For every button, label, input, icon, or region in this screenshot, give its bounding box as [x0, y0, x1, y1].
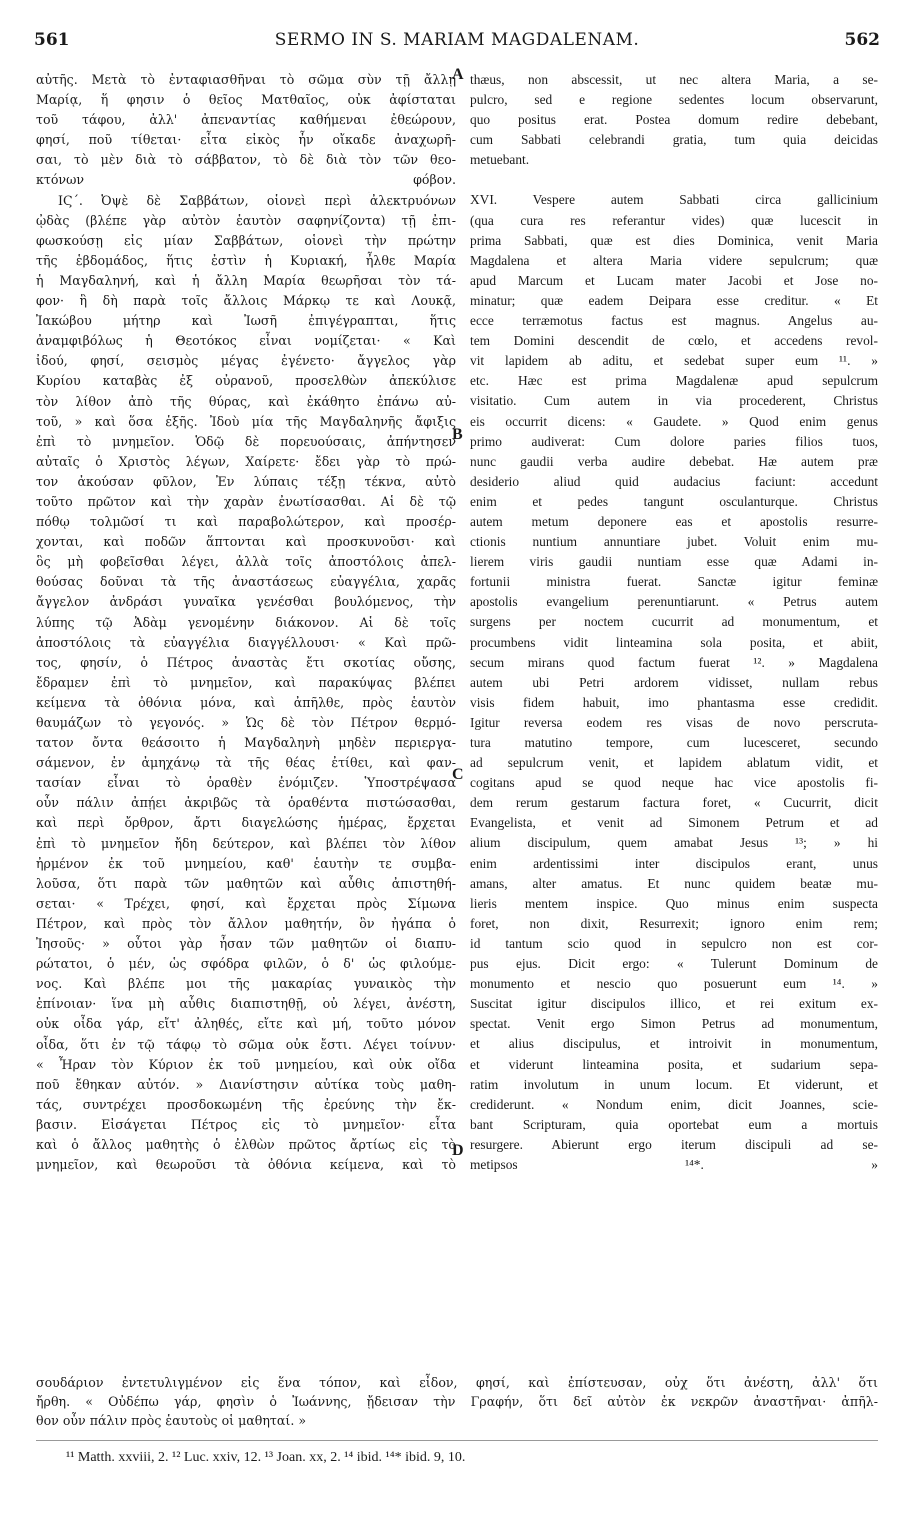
text-line: φησί, ποῦ τίθεται· εἶτα εἰκὸς ἦν οἴκαδε ἀναχωρῆ-	[36, 132, 456, 148]
text-line: αὐτῆς. Μετὰ τὸ ἐνταφιασθῆναι τὸ σῶμα σὺν τῇ ἄλλῃ	[36, 72, 456, 87]
text-line: θον οὖν πάλιν πρὸς ἑαυτοὺς οἱ μαθηταί. »	[36, 1413, 307, 1428]
text-line: ἐπίνοιαν· ἵνα μὴ αὖθις διαπιστηθῇ, οὐ λέγει, ἀνέστη,	[36, 996, 456, 1012]
text-line: Κυρίου καταβὰς ἐξ οὐρανοῦ, προσελθὼν ἀπεκύλισε	[36, 373, 456, 389]
text-line: fortunii ministra fuerat. Sanctæ igitur feminæ	[470, 574, 878, 590]
text-line: XVI. Vespere autem Sabbati circa gallicinium	[470, 192, 878, 208]
text-line: apud Marcum et Lucam mater Jacobi et Jose no-	[470, 272, 878, 288]
text-line: ὃς μὴ φοβεῖσθαι λέγει, ἀλλὰ τοῖς ἀποστόλοις ἀπελ-	[36, 554, 456, 570]
bottom-greek-text	[36, 1373, 878, 1430]
text-line: « Ἦραν τὸν Κύριον ἐκ τοῦ μνημείου, καὶ οὐκ οἴδα	[36, 1056, 456, 1072]
text-line: amans, alter amatus. Et nunc quidem beatæ mu-	[470, 875, 878, 891]
page-header	[34, 30, 880, 54]
text-line: Magdalena et altera Maria videre sepulcrum; quæ	[470, 252, 878, 268]
text-line: ἔδραμεν ἐπὶ τὸ μνημεῖον, καὶ παρακύψας βλέπει	[36, 674, 456, 690]
text-line: pulcro, sed e regione sedentes locum observarunt,	[470, 92, 878, 108]
text-line: enim et pedes tangunt osculanturque. Christus	[470, 493, 878, 509]
text-line: ἀποστόλοις τὰ εὐαγγέλια διαγγέλλουσι· « Καὶ πρῶ-	[36, 634, 456, 650]
text-line: τοῦ, » καὶ ὅσα ἑξῆς. Ἰδοὺ μία τῆς Μαγδαληνῆς ἄφιξις	[36, 413, 456, 429]
margin-letter-a: A	[452, 66, 464, 83]
text-line: ποῦ ἔθηκαν αὐτόν. » Διανίστησιν αὐτίκα τοὺς μαθη-	[36, 1076, 456, 1092]
text-line: Igitur reversa eodem res visas de novo perscruta-	[470, 714, 878, 730]
text-line: visitatio. Cum autem in via procederent, Christus	[470, 393, 878, 409]
text-line: Suscitat igitur discipulos illico, et rei exitum ex-	[470, 996, 878, 1012]
text-line: ratim involutum in unum locum. Et viderunt, et	[470, 1076, 878, 1092]
text-line: Ἰησοῦς· » οὗτοι γὰρ ἦσαν τῶν μαθητῶν οἱ διαπυ-	[36, 936, 456, 952]
text-line: alium discipulum, quem amabat Jesus ¹³; » hi	[470, 835, 878, 851]
text-line: ἰδού, φησί, σεισμὸς μέγας ἐγένετο· ἄγγελος γὰρ	[36, 353, 456, 369]
text-line: τασίαν εἶναι τὸ ὁραθὲν ἐνόμιζεν. Ὑποστρέψασα	[36, 775, 456, 791]
text-line: id tantum scio quod in sepulcro non est cor-	[470, 935, 878, 951]
text-line: autem ubi Petri ardorem vidisset, nullam rebus	[470, 674, 878, 690]
greek-paragraph-2	[36, 191, 456, 1176]
text-line: vit lapidem ab aditu, et sedebat super eum ¹¹. »	[470, 353, 878, 369]
text-line: tem Domini descendit de cœlo, et accedens revol-	[470, 333, 878, 349]
text-line: ecce terræmotus factus est magnus. Angelus au-	[470, 313, 878, 329]
left-page-number: 561	[34, 30, 70, 50]
text-line: ἤρθη. « Οὐδέπω γάρ, φησὶν ὁ Ἰωάννης, ᾔδεισαν τὴν Γραφήν, ὅτι δεῖ αὐτὸν ἐκ νεκρῶν ἀναστῆναι· ἀπῆλ-	[36, 1394, 878, 1409]
text-line: Ἰακώβου μήτηρ καὶ Ἰωσῆ ἐπιγέγραπται, ἥτις	[36, 313, 456, 329]
text-line: οἶδα, ὅτι ἐν τῷ τάφῳ τὸ σῶμα οὐκ ἔστι. Λέγει τοίνυν·	[36, 1036, 456, 1052]
margin-letter-c: C	[452, 766, 464, 783]
latin-column	[470, 70, 878, 1175]
margin-letter-b: B	[452, 426, 463, 443]
text-line: monumento et nescio quo posuerunt eum ¹⁴. »	[470, 976, 878, 992]
text-line: dem rerum gestarum factura foret, « Cucurrit, dicit	[470, 795, 878, 811]
text-line: cum Sabbati celebrandi gratia, tum quia deicidas	[470, 132, 878, 148]
text-line: οὐκ οἶδα γάρ, εἴτ' ἀληθές, εἴτε καὶ μή, τοῦτο μόνον	[36, 1016, 456, 1032]
text-line: procumbens vidit linteamina sola posita, et abiit,	[470, 634, 878, 650]
text-line: ἐπὶ τὸ μνημεῖον. Ὁδῷ δὲ πορευούσαις, ἀπήντησεν	[36, 433, 456, 449]
text-line: primo audiverat: Cum dolore paries filios tuos,	[470, 433, 878, 449]
text-line: Πέτρον, καὶ πρὸς τὸν ἄλλον μαθητήν, ὃν ἠγάπα ὁ	[36, 915, 456, 931]
latin-paragraph-1	[470, 70, 878, 170]
text-line: (qua cura res referantur vides) quæ lucescit in	[470, 212, 878, 228]
text-line: enim ardentissimi inter discipulos erant, unus	[470, 855, 878, 871]
footnotes: ¹¹ Matth. xxviii, 2. ¹² Luc. xxiv, 12. ¹³ Joan. xx, 2. ¹⁴ ibid. ¹⁴* ibid. 9, 10.	[66, 1450, 466, 1465]
text-line: ad sepulcrum venit, et lapidem ablatum vidit, et	[470, 755, 878, 771]
text-line: κτόνων φόβον.	[36, 172, 456, 188]
greek-column	[36, 70, 456, 1175]
text-line: σεται· « Τρέχει, φησί, καὶ ἔρχεται πρὸς Σίμωνα	[36, 895, 456, 911]
text-line: χονται, καὶ ποδῶν ἅπτονται καὶ προσκυνοῦσι· καὶ	[36, 534, 456, 550]
text-line: τατον ὄντα θεάσοιτο ἡ Μαγδαληνὴ μηδὲν περιεργα-	[36, 735, 456, 751]
text-line: apostolis evangelium perenuntiarunt. « Petrus autem	[470, 594, 878, 610]
text-line: θαυμάζων τὸ γεγονός. » Ὡς δὲ τὸν Πέτρον θερμό-	[36, 715, 456, 730]
text-line: τάς, συντρέχει προσδοκωμένη τῆς ἐρεύνης τὴν ἔκ-	[36, 1096, 456, 1112]
text-line: eis occurrit dicens: « Gaudete. » Quod enim genus	[470, 413, 878, 429]
text-line: ρώτατοι, ὁ μέν, ὡς σφόδρα φιλῶν, ὁ δ' ὡς φιλούμε-	[36, 956, 456, 972]
text-line: αὐταῖς ὁ Χριστὸς λέγων, Χαίρετε· ἔδει γὰρ τὸ πρώ-	[36, 453, 456, 469]
text-line: βασιν. Εἰσάγεται Πέτρος εἰς τὸ μνημεῖον· εἶτα	[36, 1116, 456, 1132]
margin-letter-d: D	[452, 1142, 464, 1159]
text-line: tura matutino tempore, cum lucesceret, secundo	[470, 735, 878, 750]
text-line: thæus, non abscessit, ut nec altera Maria, a se-	[470, 72, 878, 87]
text-line: etc. Hæc est prima Magdalenæ apud sepulcrum	[470, 373, 878, 389]
text-line: resurgere. Abierunt ergo iterum discipuli ad se-	[470, 1136, 878, 1152]
text-line: φον· ἣ δὴ παρὰ τοῖς ἄλλοις Μάρκῳ τε καὶ Λουκᾷ,	[36, 293, 456, 309]
text-line: surgens per noctem cucurrit ad monumentum, et	[470, 614, 878, 630]
text-line: autem metum deponere eas et apostolis resurre-	[470, 513, 878, 529]
text-line: lierem viris gaudii nuntiam esse quæ Adami in-	[470, 554, 878, 570]
text-line: τον ἀκούσαν φῦλον, Ἐν λύπαις τέξῃ τέκνα, αὐτὸ	[36, 473, 456, 489]
right-page-number: 562	[844, 30, 880, 50]
text-line: quo positus erat. Postea domum redire debebant,	[470, 112, 878, 128]
text-line: κείμενα τὰ ὀθόνια μόνα, καὶ ἀπῆλθε, πρὸς ἑαυτὸν	[36, 694, 456, 710]
text-line: νος. Καὶ βλέπε μοι τῆς μακαρίας γυναικὸς τὴν	[36, 976, 456, 992]
text-line: prima Sabbati, quæ est dies Dominica, venit Maria	[470, 232, 878, 248]
text-line: cogitans apud se quod neque hac vice apostolis fi-	[470, 775, 878, 791]
text-line: visis fidem habuit, imo phantasma esse credidit.	[470, 694, 878, 710]
text-line: ctionis nuntium annuntiare jubet. Voluit enim mu-	[470, 534, 878, 550]
text-line: θούσας δοῦναι τὰ τῆς ἀναστάσεως εὐαγγέλια, χαρᾶς	[36, 574, 456, 590]
text-line: σαι, τὸ μὲν διὰ τὸ σάββατον, τὸ δὲ διὰ τὸν τῶν θεο-	[36, 152, 456, 168]
text-line: Evangelista, et venit ad Simonem Petrum et ad	[470, 815, 878, 831]
text-line: τοῦτο πρῶτον καὶ τὴν χαρὰν ἐνωτίσασθαι. Αἱ δὲ τῷ	[36, 493, 456, 509]
paragraph-gap	[470, 170, 878, 190]
text-line: et alius discipulus, et introivit in monumentum,	[470, 1036, 878, 1052]
text-line: μνημεῖον, καὶ θεωροῦσι τὰ ὀθόνια κείμενα, καὶ τὸ	[36, 1157, 456, 1173]
text-line: φωσκούσῃ εἰς μίαν Σαββάτων, οἱονεὶ τὴν πρώτην	[36, 232, 456, 248]
text-line: καὶ περὶ ὄρθρον, ἄρτι διαγελώσης ἡμέρας, ἔρχεται	[36, 815, 456, 831]
text-line: Μαρίᾳ, ἥ φησιν ὁ θεῖος Ματθαῖος, οὐκ ἀφίσταται	[36, 92, 456, 108]
text-line: bant Scripturam, quia oportebat eum a mortuis	[470, 1116, 878, 1132]
text-line: σουδάριον ἐντετυλιγμένον εἰς ἕνα τόπον, καὶ εἶδον, φησί, καὶ ἐπίστευσαν, οὐχ ὅτι ἀνέστη, ἀλλ' ὅτι	[36, 1375, 878, 1390]
greek-paragraph-1	[36, 70, 456, 191]
text-line: crediderunt. « Nondum enim, dicit Joannes, scie-	[470, 1096, 878, 1112]
text-line: metuebant.	[470, 152, 530, 168]
text-line: minatur; quæ eadem Deipara esse creditur. « Et	[470, 292, 878, 308]
text-line: τοῦ τάφου, ἀλλ' ἀπεναντίας καθήμεναι ἐθεώρουν,	[36, 112, 456, 128]
text-line: foret, non dixit, Resurrexit; ignoro enim rem;	[470, 915, 878, 931]
text-line: καὶ ὁ ἄλλος μαθητὴς ὁ ἐλθὼν πρῶτος ἄρτίως εἰς τὸ	[36, 1136, 456, 1152]
footnote-rule	[36, 1440, 878, 1441]
text-line: τὸν λίθον ἀπὸ τῆς θύρας, καὶ ἐκάθητο ἐπάνω αὐ-	[36, 393, 456, 409]
text-line: οὖν πάλιν ἀπῄει ἀκριβῶς τὰ ὁραθέντα πιστώσασθαι,	[36, 795, 456, 811]
text-line: πόθῳ τολμῶσί τι καὶ παραβολώτερον, καὶ προσέρ-	[36, 514, 456, 530]
running-title: SERMO IN S. MARIAM MAGDALENAM.	[274, 30, 640, 50]
text-line: nunc gaudii verba audire debebat. Hæ autem præ	[470, 453, 878, 469]
text-line: et viderunt linteamina posita, et sudarium sepa-	[470, 1056, 878, 1072]
text-line: pus ejus. Dicit ergo: « Tulerunt Dominum de	[470, 956, 878, 972]
text-line: lieris mentem inspice. Quo minus enim suspecta	[470, 895, 878, 911]
text-line: secum mirans quod factum fuerat ¹². » Magdalena	[470, 654, 878, 670]
text-line: τος, φησίν, ὁ Πέτρος ἀναστὰς ἔτι σκοτίας οὔσης,	[36, 654, 456, 670]
text-line: λύπης τῷ Ἀδὰμ γενομένην διάκονον. Αἱ δὲ τοῖς	[36, 614, 456, 630]
text-line: ἡ Μαγδαληνή, καὶ ἡ ἄλλη Μαρία θεωρῆσαι τὸν τά-	[36, 272, 456, 288]
text-line: ἀναμφιβόλως ἡ Θεοτόκος εἶναι νομίζεται· « Καὶ	[36, 333, 456, 349]
text-line: ἐπὶ τὸ μνημεῖον ἤδη δεύτερον, καὶ βλέπει τὸν λίθον	[36, 835, 456, 851]
text-line: ἄγγελον ἀνδράσι γυναῖκα γενέσθαι βουλόμενος, τὴν	[36, 594, 456, 610]
text-line: σάμενον, ἐν ἀμηχάνῳ τὰ τῆς θέας ἐτίθει, καὶ φαν-	[36, 755, 456, 771]
text-line: metipsos ¹⁴*. »	[470, 1156, 878, 1172]
text-line: τῆς ἑβδομάδος, ἥτις ἐστὶν ἡ Κυριακή, ἦλθε Μαρία	[36, 252, 456, 268]
latin-paragraph-2	[470, 190, 878, 1175]
text-line: λοῦσα, ὅτι παρὰ τῶν μαθητῶν καὶ αὖθις ἀπιστηθή-	[36, 875, 456, 891]
text-line: spectat. Venit ergo Simon Petrus ad monumentum,	[470, 1016, 878, 1032]
text-line: desiderio aliud quid audacius faciunt: accedunt	[470, 473, 878, 489]
text-line: ᾠδὰς (βλέπε γὰρ αὐτὸν ἑαυτὸν σαφηνίζοντα) τῇ ἐπι-	[36, 212, 456, 228]
text-line: ἠρμένον ἐκ τοῦ μνημείου, καθ' ἑαυτὴν τε συμβα-	[36, 855, 456, 871]
text-line: ΙϚ΄. Ὀψὲ δὲ Σαββάτων, οἱονεὶ περὶ ἀλεκτρυόνων	[58, 192, 456, 208]
